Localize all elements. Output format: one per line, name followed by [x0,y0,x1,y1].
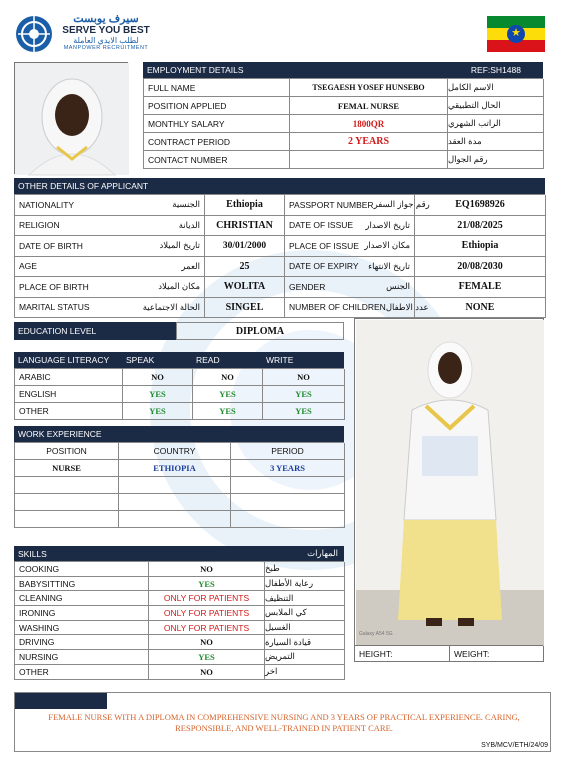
work-empty-cell [231,477,345,494]
skill-label: DRIVING [15,635,149,650]
work-empty-cell [15,511,119,528]
skill-value: ONLY FOR PATIENTS [149,621,265,636]
employment-value [290,151,448,169]
height-label: HEIGHT: [359,648,393,659]
birthplace-label: PLACE OF BIRTH مكان الميلاد [15,277,205,298]
gender-label: GENDER الجنس [285,277,415,298]
employment-label: POSITION APPLIED [144,97,290,115]
work-table [14,442,344,528]
language-speak: YES [123,403,193,420]
applicant-portrait [14,62,128,174]
camera-watermark: Galaxy A54 5G [359,631,393,637]
logo-arabic: سيرف يوبست [73,13,139,25]
issue-place-value: Ethiopia [415,236,546,257]
weight-cell [450,645,543,661]
other-details-title: OTHER DETAILS OF APPLICANT [18,181,149,191]
skill-label: OTHER [15,665,149,680]
language-col-header: SPEAK [126,355,155,365]
work-col-header: POSITION [15,443,119,460]
employment-label-ar: رقم الجوال [448,151,544,169]
skill-value: ONLY FOR PATIENTS [149,591,265,606]
skill-label: NURSING [15,650,149,665]
skills-table [14,561,344,680]
passport-value: EQ1698926 [415,195,546,216]
weight-label: WEIGHT: [454,648,490,659]
work-header: WORK EXPERIENCE [14,426,344,442]
skill-value: ONLY FOR PATIENTS [149,606,265,621]
skill-value: NO [149,665,265,680]
language-read: YES [193,403,263,420]
employment-label-ar: مدة العقد [448,133,544,151]
expiry-value: 20/08/2030 [415,257,546,278]
nationality-label: NATIONALITY الجنسية [15,195,205,216]
employment-label-ar: الاسم الكامل [448,79,544,97]
employment-ref: REF:SH1488 [470,65,521,75]
employment-label: CONTRACT PERIOD [144,133,290,151]
employment-table [143,78,543,169]
remarks-box [14,692,551,752]
work-empty-cell [15,477,119,494]
employment-value: 2 YEARS [290,133,448,151]
work-empty-cell [119,477,231,494]
language-name: OTHER [15,403,123,420]
logo-globe-icon [14,14,54,54]
age-label: AGE العمر [15,257,205,278]
skills-title: SKILLS [18,548,47,559]
language-write: YES [263,386,345,403]
skills-header [14,546,344,561]
work-empty-cell [119,511,231,528]
expiry-label: DATE OF EXPIRY تاريخ الانتهاء [285,257,415,278]
skill-value: NO [149,635,265,650]
skills-title-ar: المهارات [307,548,338,558]
language-header [14,352,344,368]
language-col-header: WRITE [266,355,294,365]
applicant-full-photo [354,318,544,662]
work-col-header: COUNTRY [119,443,231,460]
language-name: ENGLISH [15,386,123,403]
language-speak: YES [123,386,193,403]
language-read: NO [193,369,263,386]
skill-label: WASHING [15,621,149,636]
skill-label-ar: كي الملابس [265,606,345,621]
logo-sub: MANPOWER RECRUITMENT [63,45,149,51]
religion-value: CHRISTIAN [205,216,285,237]
skill-label: BABYSITTING [15,577,149,592]
skill-label: COOKING [15,562,149,577]
skill-value: YES [149,650,265,665]
skill-value: NO [149,562,265,577]
work-col-header: PERIOD [231,443,345,460]
religion-label: RELIGION الديانة [15,216,205,237]
birthplace-value: WOLITA [205,277,285,298]
skill-value: YES [149,577,265,592]
language-table [14,368,344,420]
gender-value: FEMALE [415,277,546,298]
nationality-value: Ethiopia [205,195,285,216]
dob-value: 30/01/2000 [205,236,285,257]
other-details-table [14,194,545,318]
company-logo [14,12,154,58]
work-empty-cell [119,494,231,511]
employment-header [143,62,543,78]
employment-label: MONTHLY SALARY [144,115,290,133]
remarks-text: FEMALE NURSE WITH A DIPLOMA IN COMPREHENSIVE NURSING AND 3 YEARS OF PRACTICAL EXPERIENCE. CARING, RESPONSIBLE, AND WELL-TRAINED IN PATIENT CARE. [48,712,520,733]
passport-label: PASSPORT NUMBER رقم جواز السفر [285,195,415,216]
skill-label-ar: الغسيل [265,621,345,636]
age-value: 25 [205,257,285,278]
language-name: ARABIC [15,369,123,386]
language-col-header: READ [196,355,220,365]
employment-label-ar: الراتب الشهري [448,115,544,133]
employment-label: CONTACT NUMBER [144,151,290,169]
language-speak: NO [123,369,193,386]
ethiopia-flag-icon: ★ [487,16,545,52]
education-label: EDUCATION LEVEL [14,322,176,340]
issue-date-label: DATE OF ISSUE تاريخ الاصدار [285,216,415,237]
work-period: 3 YEARS [231,460,345,477]
language-read: YES [193,386,263,403]
employment-value: 1800QR [290,115,448,133]
skill-label-ar: التمريض [265,650,345,665]
language-write: YES [263,403,345,420]
employment-value: FEMAL NURSE [290,97,448,115]
language-write: NO [263,369,345,386]
skill-label-ar: قيادة السيارة [265,635,345,650]
height-cell [355,645,450,661]
skill-label-ar: طبخ [265,562,345,577]
employment-label: FULL NAME [144,79,290,97]
skill-label-ar: التنظيف [265,591,345,606]
logo-arabic-sub: لطلب الايدي العاملة [73,36,139,45]
dob-label: DATE OF BIRTH تاريخ الميلاد [15,236,205,257]
children-value: NONE [415,298,546,319]
children-label: NUMBER OF CHILDREN عدد الاطفال [285,298,415,319]
skill-label: IRONING [15,606,149,621]
education-value: DIPLOMA [176,322,344,340]
other-details-header [14,178,545,194]
work-position: NURSE [15,460,119,477]
language-col-header: LANGUAGE LITERACY [18,355,110,365]
logo-name: SERVE YOU BEST [62,25,150,36]
employment-label-ar: الحال التطبيقي [448,97,544,115]
work-empty-cell [15,494,119,511]
work-country: ETHIOPIA [119,460,231,477]
skill-label: CLEANING [15,591,149,606]
skill-label-ar: رعاية الأطفال [265,577,345,592]
footer-code: SYB/MCV/ETH/24/09 [481,742,548,749]
issue-date-value: 21/08/2025 [415,216,546,237]
skill-label-ar: اخر [265,665,345,680]
remarks-tab [15,693,107,709]
marital-value: SINGEL [205,298,285,319]
work-empty-cell [231,511,345,528]
employment-value: TSEGAESH YOSEF HUNSEBO [290,79,448,97]
issue-place-label: PLACE OF ISSUE مكان الاصدار [285,236,415,257]
employment-title: EMPLOYMENT DETAILS [147,65,244,75]
marital-label: MARITAL STATUS الحالة الاجتماعية [15,298,205,319]
work-empty-cell [231,494,345,511]
